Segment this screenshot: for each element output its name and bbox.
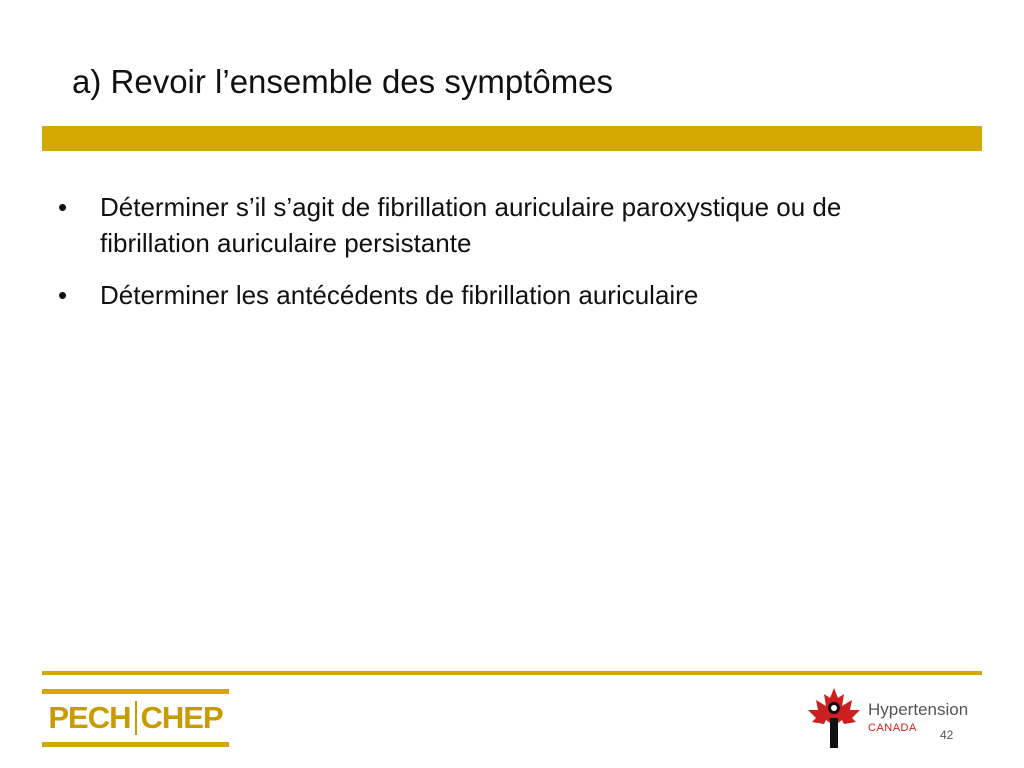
page-number: 42: [940, 728, 954, 742]
bullet-text: Déterminer s’il s’agit de fibrillation auriculaire paroxystique ou de fibrillation auriculaire persistante: [100, 192, 842, 258]
logo-band-bottom: [42, 742, 229, 747]
bullet-text: Déterminer les antécédents de fibrillation auriculaire: [100, 280, 699, 310]
logo-band-top: [42, 689, 229, 694]
bullet-item: [58, 189, 958, 261]
maple-leaf-i-icon: [804, 686, 864, 750]
bullet-marker: •: [58, 280, 68, 310]
bullet-list: [58, 189, 958, 329]
hypertension-wordmark: Hypertension: [868, 700, 969, 719]
logo-text-chep: CHEP: [140, 700, 223, 735]
bullet-marker: •: [58, 192, 68, 222]
bullet-item: [58, 277, 958, 313]
pech-chep-logo: [42, 689, 229, 747]
canada-wordmark: CANADA: [868, 722, 917, 734]
logo-separator: [135, 701, 137, 735]
footer-divider: [42, 671, 982, 675]
title-accent-bar: [42, 126, 982, 151]
logo-wordmark: [42, 698, 229, 738]
logo-text-pech: PECH: [48, 700, 131, 735]
slide-title: a) Revoir l’ensemble des symptômes: [72, 63, 614, 100]
hypertension-canada-logo: [804, 686, 984, 750]
